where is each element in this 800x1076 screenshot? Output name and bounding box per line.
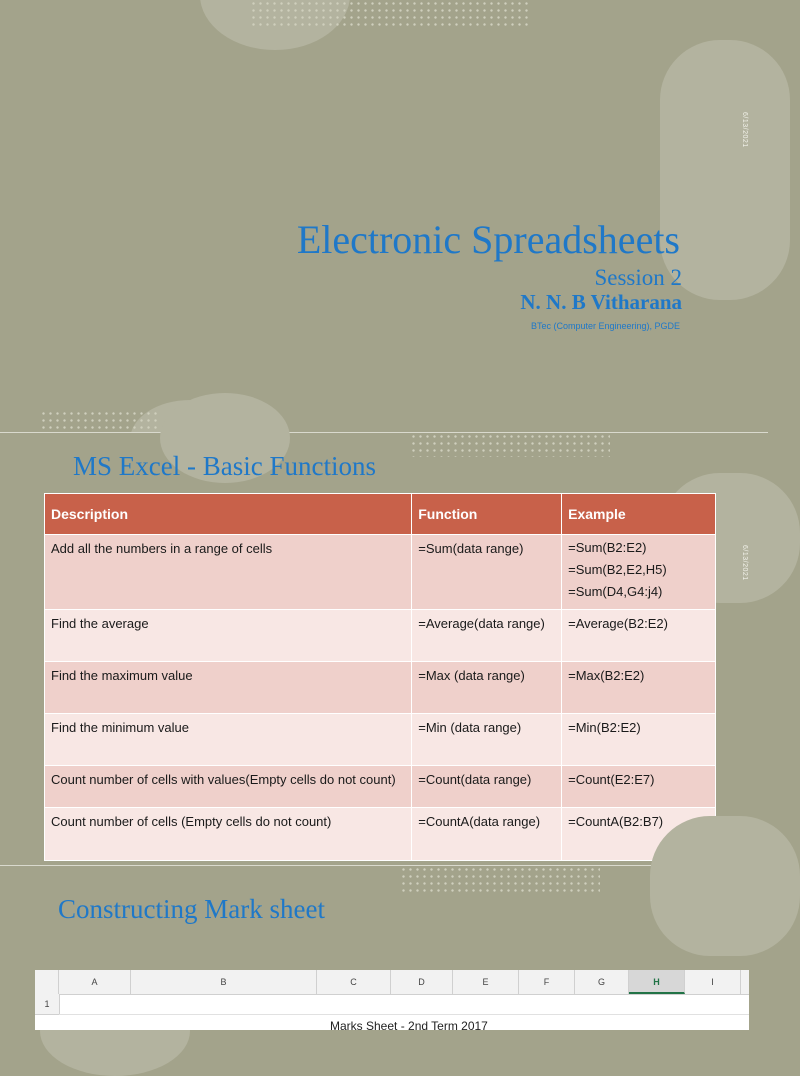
example-formula: =Sum(D4,G4:j4) (568, 584, 663, 599)
table-row (45, 610, 716, 662)
slide-heading: Constructing Mark sheet (58, 894, 325, 924)
select-all-corner[interactable] (35, 970, 59, 994)
spreadsheet-preview (35, 970, 749, 1033)
column-header-function: Function (412, 494, 562, 535)
example-formula: =Average(B2:E2) (568, 616, 668, 631)
presentation-title: Electronic Spreadsheets (296, 217, 680, 262)
marksheet-slide (0, 866, 768, 1033)
example-formula: =Count(E2:E7) (568, 772, 655, 787)
row-description: Count number of cells (Empty cells do not count) (45, 808, 412, 861)
column-header-a[interactable]: A (59, 970, 131, 994)
row-function: =Min (data range) (412, 714, 562, 766)
row-function: =Average(data range) (412, 610, 562, 662)
row-examples (562, 535, 716, 610)
table-header-row (45, 494, 716, 535)
example-formula: =Sum(B2:E2) (568, 540, 647, 555)
slide-heading: MS Excel - Basic Functions (73, 451, 376, 481)
table-row (45, 714, 716, 766)
decorative-dots (400, 866, 600, 894)
example-formula: =Max(B2:E2) (568, 668, 645, 683)
decorative-dots (40, 410, 160, 432)
row-function: =CountA(data range) (412, 808, 562, 861)
example-formula: =CountA(B2:B7) (568, 814, 664, 829)
column-header-b[interactable]: B (131, 970, 317, 994)
row-description: Find the maximum value (45, 662, 412, 714)
decorative-dots (250, 0, 530, 28)
row-description: Add all the numbers in a range of cells (45, 535, 412, 610)
functions-slide (0, 433, 768, 865)
row-function: =Max (data range) (412, 662, 562, 714)
decorative-blob (650, 816, 800, 956)
column-header-example: Example (562, 494, 716, 535)
title-slide (0, 0, 768, 432)
column-header-h[interactable]: H (629, 970, 685, 994)
row-description: Find the minimum value (45, 714, 412, 766)
session-label: Session 2 (594, 265, 682, 290)
decorative-dots (410, 433, 610, 457)
example-formula: =Sum(B2,E2,H5) (568, 562, 667, 577)
slide-date: 6/13/2021 (741, 112, 748, 148)
functions-table (44, 493, 716, 861)
table-row (45, 766, 716, 808)
row-function: =Count(data range) (412, 766, 562, 808)
example-formula: =Min(B2:E2) (568, 720, 641, 735)
column-header-e[interactable]: E (453, 970, 519, 994)
author-name: N. N. B Vitharana (520, 290, 682, 314)
slide-date: 6/13/2021 (741, 545, 748, 581)
row-examples (562, 766, 716, 808)
column-header-f[interactable]: F (519, 970, 575, 994)
row-header-1[interactable]: 1 (35, 994, 60, 1015)
gridline (59, 1014, 749, 1015)
row-examples (562, 610, 716, 662)
author-qualifications: BTec (Computer Engineering), PGDE (530, 321, 680, 331)
row-examples (562, 662, 716, 714)
row-description: Count number of cells with values(Empty cells do not count) (45, 766, 412, 808)
column-header-description: Description (45, 494, 412, 535)
row-function: =Sum(data range) (412, 535, 562, 610)
table-row (45, 535, 716, 610)
column-header-i[interactable]: I (685, 970, 741, 994)
spreadsheet-title-cell[interactable]: Marks Sheet - 2nd Term 2017 (330, 1019, 488, 1033)
row-examples (562, 714, 716, 766)
column-header-g[interactable]: G (575, 970, 629, 994)
row-description: Find the average (45, 610, 412, 662)
column-header-c[interactable]: C (317, 970, 391, 994)
column-header-row (35, 970, 749, 995)
table-row (45, 808, 716, 861)
table-row (45, 662, 716, 714)
column-header-d[interactable]: D (391, 970, 453, 994)
